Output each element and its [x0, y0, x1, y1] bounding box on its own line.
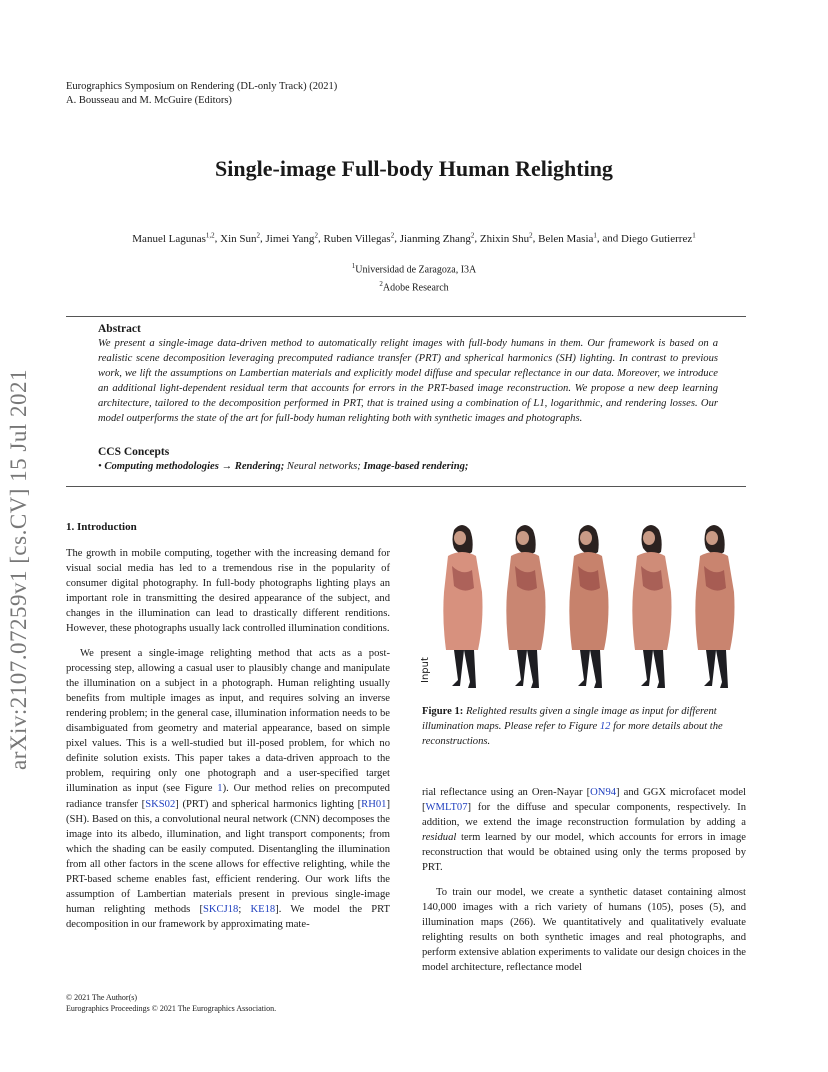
author: Jianming Zhang$^2$ [399, 231, 475, 245]
section-heading: 1. Introduction [66, 521, 137, 533]
arxiv-identifier: arXiv:2107.07259v1 [cs.CV] 15 Jul 2021 [6, 368, 31, 770]
citation-link[interactable]: SKCJ18 [203, 904, 239, 916]
paragraph: The growth in mobile computing, together with the increasing demand for visual social media has led to a tremendous rise in the popularity of consumer digital photography. In full-body photographs lighting plays an important role in transmitting the desired appearance of the subject, and changes in the illumination can lead to drastically different renditions. However, these photographs usually lack controlled illumination conditions. [66, 548, 390, 635]
author: Manuel Lagunas$^{1,2}$ [132, 231, 215, 245]
citation-link[interactable]: KE18 [250, 904, 276, 916]
relit-person-1 [443, 525, 482, 688]
citation-link[interactable]: SKS02 [145, 798, 176, 810]
citation-link[interactable]: ON94 [590, 787, 617, 798]
paper-title: Single-image Full-body Human Relighting [215, 156, 613, 181]
right-column-text [422, 785, 746, 984]
affiliations [0, 259, 828, 296]
ccs-concepts: • Computing methodologies → Rendering; Neural networks; Image-based rendering; [98, 461, 469, 472]
paragraph: rial reflectance using an Oren-Nayar [ON94] and GGX microfacet model [WMLT07] for the diffuse and specular components, respectively. In addition, we extend the image reconstruction formulation by adding a residual term learned by our model, which accounts for errors in image reconstruction that would be obtained using only the terms proposed by PRT. [422, 787, 746, 874]
figure-link[interactable]: 1 [217, 783, 223, 795]
venue-line-1: Eurographics Symposium on Rendering (DL-only Track) (2021) [66, 81, 338, 92]
figure-link[interactable]: 12 [599, 721, 611, 732]
venue-header [66, 80, 337, 108]
author-list: Manuel Lagunas$^{1,2}$, Xin Sun$^2$, Jimei Yang$^2$, Ruben Villegas$^2$, Jianming Zhang$^2$, Zhixin Shu$^2$, Belen Masia$^1$, and Diego Gutierrez$^1$ [132, 231, 696, 245]
copyright-footer: © 2021 The Author(s) Eurographics Proceedings © 2021 The Eurographics Association. [66, 993, 277, 1013]
affiliation: $^2$Adobe Research [379, 280, 449, 294]
paragraph: We present a single-image relighting method that acts as a post-processing step, allowing a casual user to plausibly change and manipulate the illumination on a subject in a photograph. Human relighting usually benefits from multiple images as input, and requires solving an inverse rendering problem; in the general case, illumination information needs to be disambiguated from geometry and material appearance, based on simple pixel values. This is a well-studied but ill-posed problem, for which no definite solution exists. This paper takes a data-driven approach to the problem, requiring only one photograph and a user-specified target illumination as input (see Figure 1). Our method relies on precomputed radiance transfer [SKS02] (PRT) and spherical harmonics lighting [RH01] (SH). Based on this, a convolutional neural network (CNN) decomposes the image into its albedo, illumination, and light transport components; from which the shading can be easily computed. Disentangling the illumination from all other factors in the scene allows for effective relighting, while the PRT-based scheme enables fast, efficient rendering. Our work lifts the assumption of Lambertian materials present in previous single-image human relighting methods [SKCJ18; KE18]. We model the PRT decomposition in our framework by approximating mate- [66, 647, 390, 931]
divider-top [66, 316, 746, 317]
author: Ruben Villegas$^2$ [323, 231, 395, 245]
abstract-heading: Abstract [98, 323, 141, 335]
ccs-heading: CCS Concepts [98, 446, 170, 458]
divider-bottom [66, 486, 746, 487]
left-column-text [66, 546, 390, 941]
relit-person-5 [695, 525, 734, 688]
input-label: Input [420, 657, 431, 683]
figure-1-image [422, 522, 746, 692]
citation-link[interactable]: WMLT07 [425, 802, 468, 814]
citation-link[interactable]: RH01 [361, 798, 387, 810]
author: Diego Gutierrez$^1$ [621, 231, 696, 245]
relit-person-2 [506, 525, 545, 688]
author: Belen Masia$^1$ [538, 231, 597, 245]
relit-person-3 [569, 525, 608, 688]
affiliation: $^1$Universidad de Zaragoza, I3A [351, 262, 477, 276]
venue-line-2: A. Bousseau and M. McGuire (Editors) [66, 95, 232, 106]
paragraph: To train our model, we create a synthetic dataset containing almost 140,000 images with a rich variety of humans (105), poses (5), and illumination maps (266). We quantitatively and qualitatively evaluate relighting results on both synthetic images and real photographs, and perform extensive ablation experiments to validate our design choices in the model architecture, reflectance model [422, 886, 746, 974]
relit-person-4 [632, 525, 671, 688]
author: Zhixin Shu$^2$ [479, 231, 533, 245]
author: Xin Sun$^2$ [220, 231, 261, 245]
author: Jimei Yang$^2$ [265, 231, 318, 245]
abstract-text: We present a single-image data-driven method to automatically relight images with full-body humans in them. Our framework is based on a realistic scene decomposition leveraging precomputed radiance transfer (PRT) and spherical harmonics (SH) lighting. In contrast to previous work, we lift the assumptions on Lambertian materials and explicitly model diffuse and specular reflectance in our data. Moreover, we introduce an additional light-dependent residual term that accounts for errors in the PRT-based image reconstruction. We propose a new deep learning architecture, tailored to the decomposition performed in PRT, that is trained using a combination of L1, logarithmic, and rendering losses. Our model outperforms the state of the art for full-body human relighting both with synthetic images and photographs. [98, 338, 718, 424]
figure-1-caption: Figure 1: Relighted results given a single image as input for different illumination maps. Please refer to Figure 12 for more details about the reconstructions. [422, 706, 723, 747]
